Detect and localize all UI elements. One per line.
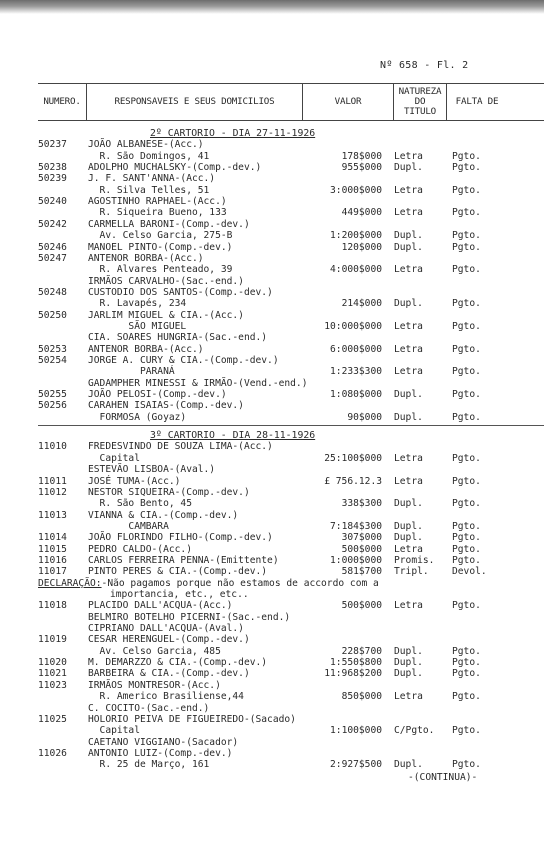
- row-falta: Pgto.: [452, 520, 481, 532]
- table-row: [0, 332, 544, 343]
- table-row: [0, 139, 544, 150]
- row-natureza: Promis.: [394, 554, 435, 566]
- row-valor: 120$000: [341, 241, 382, 253]
- row-numero: 11018: [38, 600, 67, 612]
- row-natureza: Dupl.: [394, 298, 423, 310]
- row-falta: Pgto.: [452, 725, 481, 737]
- row-valor: 955$000: [341, 162, 382, 174]
- table-row: [0, 151, 544, 162]
- table-row: [0, 196, 544, 207]
- section-title-text: 3º CARTORIO - DIA 28-11-1926: [150, 430, 316, 442]
- row-responsavel: JARLIM MIGUEL & CIA.-(Acc.): [88, 309, 244, 321]
- row-valor: 10:000$000: [324, 320, 382, 332]
- row-natureza: Dupl.: [394, 162, 423, 174]
- row-valor: 214$000: [341, 298, 382, 310]
- table-row: [0, 623, 544, 634]
- table-row: [0, 264, 544, 275]
- row-natureza: Letra: [394, 264, 423, 276]
- header-numero: NUMERO.: [43, 96, 81, 107]
- row-responsavel: VIANNA & CIA.-(Comp.-dev.): [88, 509, 239, 521]
- row-natureza: Letra: [394, 150, 423, 162]
- row-responsavel: BARBEIRA & CIA.-(Comp.-dev.): [88, 668, 250, 680]
- table-row: [0, 453, 544, 464]
- row-valor: 7:184$300: [330, 520, 382, 532]
- row-natureza: C/Pgto.: [394, 725, 435, 737]
- row-numero: 11013: [38, 509, 67, 521]
- header-valor: VALOR: [334, 96, 362, 107]
- row-responsavel: JOÃO FLORINDO FILHO-(Comp.-dev.): [88, 532, 273, 544]
- table-row: [0, 253, 544, 264]
- row-falta: Pgto.: [452, 150, 481, 162]
- row-numero: 50240: [38, 196, 67, 208]
- row-responsavel: R. São Bento, 45: [88, 498, 192, 510]
- row-responsavel: SÃO MIGUEL: [88, 320, 187, 332]
- row-responsavel: CIPRIANO DALL'ACQUA-(Aval.): [88, 623, 244, 635]
- row-valor: 850$000: [341, 691, 382, 703]
- table-row: [0, 657, 544, 668]
- row-responsavel: JOÃO ALBANESE-(Acc.): [88, 139, 204, 151]
- row-responsavel: FREDESVINDO DE SOUZA LIMA-(Acc.): [88, 441, 273, 453]
- row-natureza: Tripl.: [394, 566, 429, 578]
- row-valor: 581$700: [341, 566, 382, 578]
- section-title-text: 2º CARTORIO - DIA 27-11-1926: [150, 128, 316, 139]
- table-row: [0, 544, 544, 555]
- declaration-continuation: importancia, etc., etc..: [110, 589, 249, 600]
- row-natureza: Dupl.: [394, 520, 423, 532]
- table-row: [0, 207, 544, 218]
- row-falta: Pgto.: [452, 657, 481, 669]
- header-natureza-line3: TITULO: [404, 106, 436, 117]
- row-falta: Devol.: [452, 566, 487, 578]
- row-falta: Pgto.: [452, 691, 481, 703]
- row-valor: 3:000$000: [330, 184, 382, 196]
- row-responsavel: JORGE A. CURY & CIA.-(Comp.-dev.): [88, 355, 279, 366]
- row-numero: 50255: [38, 389, 67, 401]
- row-natureza: Dupl.: [394, 241, 423, 253]
- row-numero: 50253: [38, 343, 67, 355]
- table-row: [0, 242, 544, 253]
- table-row: [0, 600, 544, 611]
- row-responsavel: R. Lavapés, 234: [88, 298, 187, 310]
- row-numero: 11017: [38, 566, 67, 578]
- header-natureza-line1: NATUREZA: [398, 86, 442, 97]
- row-responsavel: CAMBARA: [88, 520, 169, 532]
- table-row: [0, 162, 544, 173]
- table-row: [0, 634, 544, 645]
- row-falta: Pgto.: [452, 343, 481, 355]
- row-responsavel: ADOLPHO MUCHALSKY-(Comp.-dev.): [88, 162, 262, 174]
- page-number: Nº 658 - Fl. 2: [380, 60, 469, 71]
- table-row: [0, 366, 544, 377]
- row-falta: Pgto.: [452, 759, 481, 771]
- declaration-label: DECLARAÇÃO:: [38, 577, 102, 589]
- row-numero: 11014: [38, 532, 67, 544]
- row-natureza: Letra: [394, 343, 423, 355]
- row-responsavel: Av. Celso Garcia, 275-B: [88, 230, 233, 242]
- declaration-text: -Não pagamos porque não estamos de accordo com a: [101, 577, 379, 589]
- row-numero: 50248: [38, 286, 67, 298]
- row-falta: Pgto.: [452, 543, 481, 555]
- row-responsavel: PEDRO CALDO-(Acc.): [88, 543, 192, 555]
- row-responsavel: PINTO PERES & CIA.-(Comp.-dev.): [88, 566, 268, 578]
- section-divider: [38, 425, 544, 426]
- table-row: [0, 521, 544, 532]
- row-valor: 1:550$800: [330, 657, 382, 669]
- table-row: [0, 748, 544, 759]
- row-responsavel: JOÃO PELOSI-(Comp.-dev.): [88, 389, 227, 401]
- table-row: [0, 555, 544, 566]
- row-valor: 11:968$200: [324, 668, 382, 680]
- row-valor: 4:000$000: [330, 264, 382, 276]
- table-row: [0, 759, 544, 770]
- row-responsavel: FORMOSA (Goyaz): [88, 411, 187, 423]
- row-responsavel: PLACIDO DALL'ACQUA-(Acc.): [88, 600, 233, 612]
- row-responsavel: GADAMPHER MINESSI & IRMÃO-(Vend.-end.): [88, 377, 308, 389]
- row-valor: 500$000: [341, 600, 382, 612]
- row-natureza: Letra: [394, 184, 423, 196]
- row-natureza: Dupl.: [394, 411, 423, 423]
- row-falta: Pgto.: [452, 241, 481, 253]
- row-responsavel: Av. Celso Garcia, 485: [88, 645, 221, 657]
- row-valor: 1:233$300: [330, 366, 382, 378]
- table-row: [0, 441, 544, 452]
- declaration: [38, 578, 379, 589]
- table-row: [0, 691, 544, 702]
- row-responsavel: AGOSTINHO RAPHAEL-(Acc.): [88, 196, 227, 208]
- row-valor: 338$300: [341, 498, 382, 510]
- row-falta: Pgto.: [452, 452, 481, 464]
- row-falta: Pgto.: [452, 366, 481, 378]
- row-responsavel: C. COCITO-(Sac.-end.): [88, 702, 210, 714]
- row-responsavel: M. DEMARZZO & CIA.-(Comp.-dev.): [88, 657, 268, 669]
- header-falta: FALTA DE: [455, 96, 499, 107]
- row-falta: Pgto.: [452, 184, 481, 196]
- row-natureza: Letra: [394, 600, 423, 612]
- row-numero: 11025: [38, 713, 67, 725]
- row-numero: 50254: [38, 355, 67, 366]
- row-responsavel: ANTENOR BORBA-(Acc.): [88, 343, 204, 355]
- row-responsavel: CAETANO VIGGIANO-(Sacador): [88, 736, 239, 748]
- row-valor: 178$000: [341, 150, 382, 162]
- row-responsavel: CARLOS FERREIRA PENNA-(Emittente): [88, 554, 279, 566]
- row-natureza: Letra: [394, 452, 423, 464]
- row-responsavel: R. São Domingos, 41: [88, 150, 210, 162]
- row-falta: Pgto.: [452, 298, 481, 310]
- table-row: [0, 464, 544, 475]
- row-valor: 90$000: [347, 411, 382, 423]
- row-numero: 11012: [38, 486, 67, 498]
- table-row: [0, 680, 544, 691]
- row-responsavel: Capital: [88, 725, 140, 737]
- row-numero: 11019: [38, 634, 67, 646]
- row-responsavel: JOSÉ TUMA-(Acc.): [88, 475, 181, 487]
- row-numero: 11015: [38, 543, 67, 555]
- row-natureza: Dupl.: [394, 389, 423, 401]
- row-natureza: Letra: [394, 543, 423, 555]
- row-responsavel: J. F. SANT'ANNA-(Acc.): [88, 173, 216, 185]
- table-row: [0, 703, 544, 714]
- row-responsavel: R. Siqueira Bueno, 133: [88, 207, 227, 219]
- table-row: [0, 532, 544, 543]
- row-responsavel: IRMÃOS MONTRESOR-(Acc.): [88, 679, 221, 691]
- table-row: [0, 487, 544, 498]
- row-valor: 1:200$000: [330, 230, 382, 242]
- table-row: [0, 668, 544, 679]
- table-row: [0, 185, 544, 196]
- row-numero: 50238: [38, 162, 67, 174]
- continua-marker: -(CONTINUA)-: [408, 771, 478, 783]
- row-numero: 11010: [38, 441, 67, 453]
- table-row: [0, 230, 544, 241]
- row-falta: Pgto.: [452, 207, 481, 219]
- row-natureza: Letra: [394, 320, 423, 332]
- row-valor: 1:100$000: [330, 725, 382, 737]
- row-numero: 50247: [38, 252, 67, 264]
- row-numero: 11021: [38, 668, 67, 680]
- row-numero: 11023: [38, 679, 67, 691]
- row-numero: 11026: [38, 747, 67, 759]
- table-row: [0, 321, 544, 332]
- row-responsavel: Capital: [88, 452, 140, 464]
- row-natureza: Dupl.: [394, 230, 423, 242]
- row-responsavel: NESTOR SIQUEIRA-(Comp.-dev.): [88, 486, 250, 498]
- row-numero: 50256: [38, 400, 67, 412]
- row-falta: Pgto.: [452, 475, 481, 487]
- row-responsavel: ESTEVÃO LISBOA-(Aval.): [88, 464, 216, 476]
- row-responsavel: CUSTODIO DOS SANTOS-(Comp.-dev.): [88, 286, 273, 298]
- row-responsavel: BELMIRO BOTELHO PICERNI-(Sac.-end.): [88, 611, 291, 623]
- row-natureza: Letra: [394, 475, 423, 487]
- row-valor: 449$000: [341, 207, 382, 219]
- row-responsavel: PARANÁ: [88, 366, 175, 378]
- row-natureza: Dupl.: [394, 498, 423, 510]
- row-falta: Pgto.: [452, 645, 481, 657]
- row-valor: 25:100$000: [324, 452, 382, 464]
- row-falta: Pgto.: [452, 554, 481, 566]
- table-row: [0, 412, 544, 423]
- row-numero: 50242: [38, 218, 67, 230]
- row-falta: Pgto.: [452, 264, 481, 276]
- row-falta: Pgto.: [452, 600, 481, 612]
- row-natureza: Letra: [394, 366, 423, 378]
- row-responsavel: CESAR HERENGUEL-(Comp.-dev.): [88, 634, 250, 646]
- row-falta: Pgto.: [452, 532, 481, 544]
- table-row: [0, 714, 544, 725]
- row-responsavel: IRMÃOS CARVALHO-(Sac.-end.): [88, 275, 244, 287]
- row-numero: 50239: [38, 173, 67, 185]
- row-numero: 11011: [38, 475, 67, 487]
- row-falta: Pgto.: [452, 389, 481, 401]
- row-natureza: Dupl.: [394, 532, 423, 544]
- table-row: [0, 737, 544, 748]
- row-natureza: Dupl.: [394, 759, 423, 771]
- table-row: [0, 510, 544, 521]
- row-valor: 500$000: [341, 543, 382, 555]
- table-row: [0, 566, 544, 577]
- row-responsavel: ANTONIO LUIZ-(Comp.-dev.): [88, 747, 233, 759]
- row-valor: 1:080$000: [330, 389, 382, 401]
- row-responsavel: ANTENOR BORBA-(Acc.): [88, 252, 204, 264]
- row-responsavel: MANOEL PINTO-(Comp.-dev.): [88, 241, 233, 253]
- table-row: [0, 173, 544, 184]
- row-valor: 6:000$000: [330, 343, 382, 355]
- table-row: [0, 355, 544, 366]
- row-natureza: Letra: [394, 691, 423, 703]
- row-responsavel: HOLORIO PEIVA DE FIGUEIREDO-(Sacado): [88, 713, 296, 725]
- row-natureza: Dupl.: [394, 657, 423, 669]
- row-falta: Pgto.: [452, 498, 481, 510]
- row-natureza: Dupl.: [394, 668, 423, 680]
- row-numero: 50246: [38, 241, 67, 253]
- row-falta: Pgto.: [452, 411, 481, 423]
- table-row: [0, 646, 544, 657]
- table-row: [0, 389, 544, 400]
- row-natureza: Letra: [394, 207, 423, 219]
- row-responsavel: CARMELLA BARONI-(Comp.-dev.): [88, 218, 250, 230]
- row-numero: 11020: [38, 657, 67, 669]
- header-responsaveis: RESPONSAVEIS E SEUS DOMICILIOS: [114, 96, 275, 107]
- row-valor: £ 756.12.3: [324, 475, 382, 487]
- row-valor: 228$700: [341, 645, 382, 657]
- table-row: [0, 498, 544, 509]
- table-row: [0, 298, 544, 309]
- table-row: [0, 276, 544, 287]
- table-row: [0, 400, 544, 411]
- row-valor: 1:000$000: [330, 554, 382, 566]
- header-natureza-line2: DO: [414, 96, 426, 107]
- table-row: [0, 725, 544, 736]
- row-responsavel: CIA. SOARES HUNGRIA-(Sac.-end.): [88, 332, 268, 344]
- table-row: [0, 287, 544, 298]
- table-row: [0, 344, 544, 355]
- row-falta: Pgto.: [452, 162, 481, 174]
- row-falta: Pgto.: [452, 320, 481, 332]
- row-numero: 50250: [38, 309, 67, 321]
- row-responsavel: CARAHEN ISAIAS-(Comp.-dev.): [88, 400, 244, 412]
- table-row: [0, 310, 544, 321]
- row-valor: 307$000: [341, 532, 382, 544]
- row-responsavel: R. Silva Telles, 51: [88, 184, 210, 196]
- table-row: [0, 612, 544, 623]
- row-responsavel: R. Alvares Penteado, 39: [88, 264, 233, 276]
- table-row: [0, 378, 544, 389]
- row-numero: 11016: [38, 554, 67, 566]
- row-responsavel: R. 25 de Março, 161: [88, 759, 210, 771]
- row-valor: 2:927$500: [330, 759, 382, 771]
- row-responsavel: R. Americo Brasiliense,44: [88, 691, 244, 703]
- row-numero: 50237: [38, 139, 67, 151]
- row-falta: Pgto.: [452, 668, 481, 680]
- row-natureza: Dupl.: [394, 645, 423, 657]
- row-falta: Pgto.: [452, 230, 481, 242]
- table-row: [0, 219, 544, 230]
- table-row: [0, 476, 544, 487]
